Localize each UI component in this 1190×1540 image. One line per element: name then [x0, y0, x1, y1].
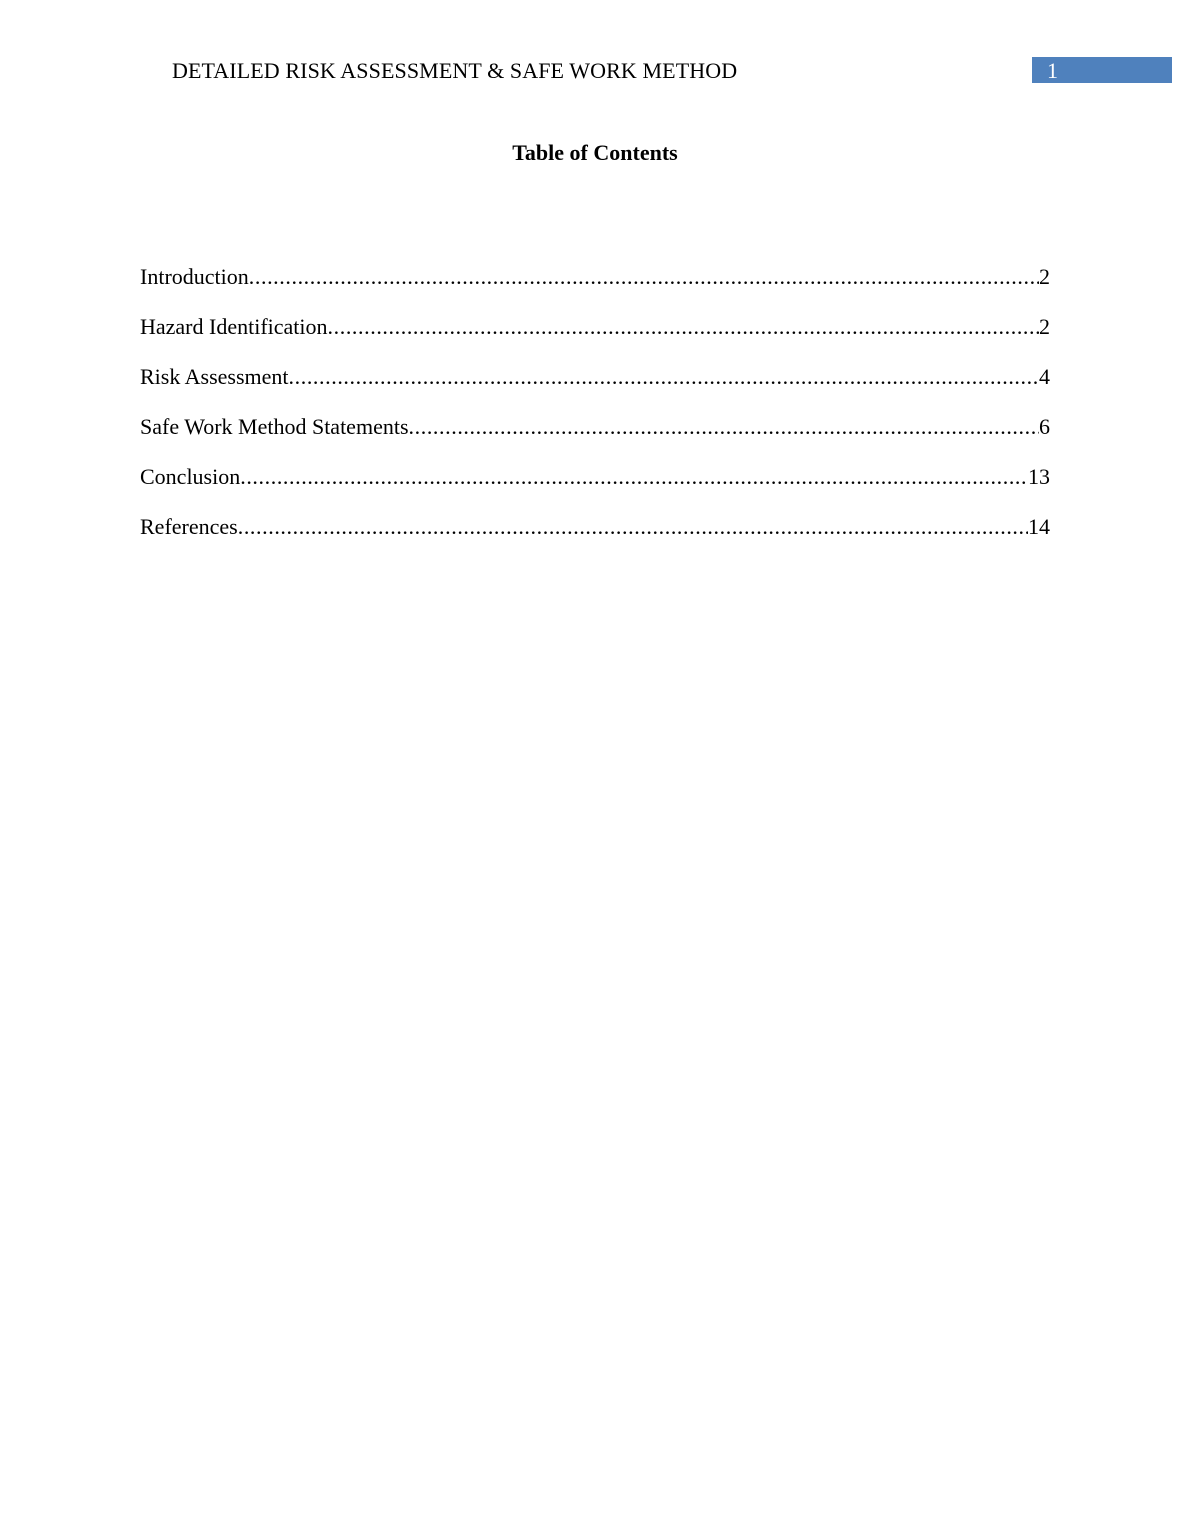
toc-dot-leader — [240, 462, 1028, 492]
toc-entry-references[interactable] — [140, 512, 1050, 562]
toc-entry-page: 13 — [1028, 464, 1050, 489]
running-head: DETAILED RISK ASSESSMENT & SAFE WORK METHOD — [172, 58, 738, 83]
toc-dot-leader — [249, 262, 1039, 292]
toc-entry-hazard-identification[interactable] — [140, 312, 1050, 362]
toc-entry-page: 2 — [1039, 314, 1050, 339]
toc-dot-leader — [238, 512, 1028, 542]
toc-entry-page: 2 — [1039, 264, 1050, 289]
toc-entry-page: 4 — [1039, 364, 1050, 389]
toc-dot-leader — [328, 312, 1039, 342]
toc-entry-risk-assessment[interactable] — [140, 362, 1050, 412]
page-number-badge — [1032, 57, 1172, 83]
page-number: 1 — [1047, 58, 1058, 83]
toc-dot-leader — [409, 412, 1039, 442]
toc-entry-introduction[interactable] — [140, 262, 1050, 312]
toc-entry-label: Introduction — [140, 264, 249, 289]
toc-title: Table of Contents — [512, 140, 678, 165]
toc-entry-label: References — [140, 514, 238, 539]
toc-entry-page: 14 — [1028, 514, 1050, 539]
toc-entry-label: Safe Work Method Statements — [140, 414, 409, 439]
toc-list — [140, 262, 1050, 562]
toc-entry-label: Risk Assessment — [140, 364, 289, 389]
toc-entry-conclusion[interactable] — [140, 462, 1050, 512]
toc-dot-leader — [289, 362, 1039, 392]
toc-entry-label: Hazard Identification — [140, 314, 328, 339]
toc-entry-safe-work-method-statements[interactable] — [140, 412, 1050, 462]
toc-entry-page: 6 — [1039, 414, 1050, 439]
toc-entry-label: Conclusion — [140, 464, 241, 489]
